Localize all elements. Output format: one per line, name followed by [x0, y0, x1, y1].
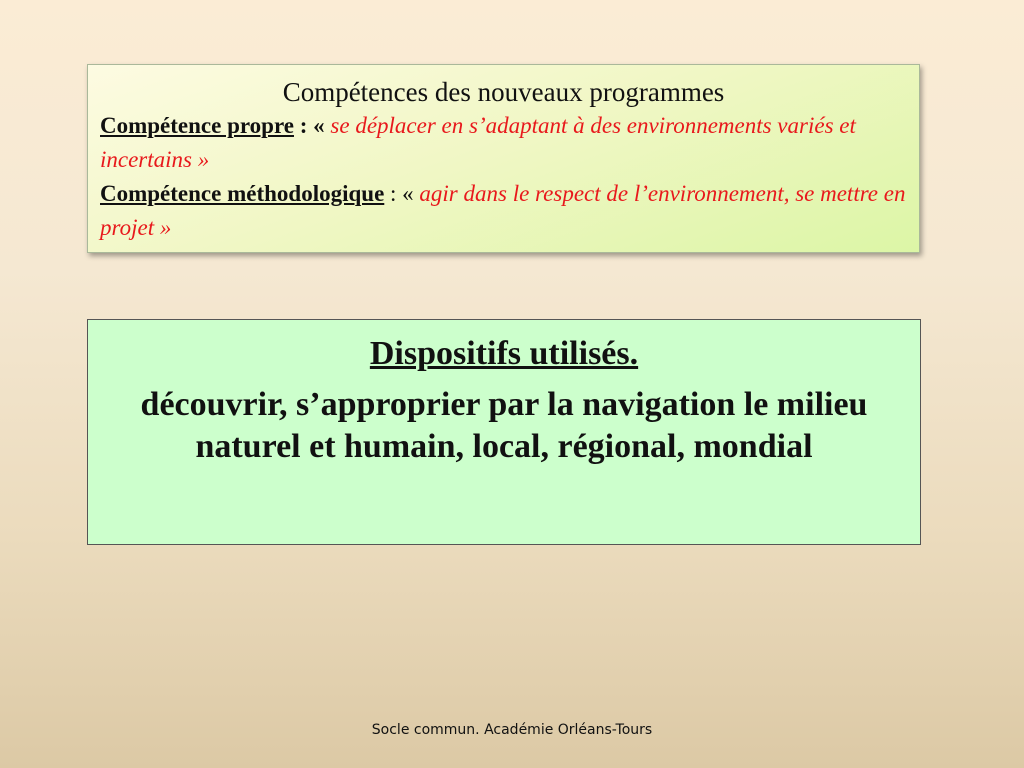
dispositifs-body: découvrir, s’approprier par la navigation le milieu naturel et humain, local, régional, mondial: [140, 386, 868, 465]
competence-methodologique-label: Compétence méthodologique: [100, 181, 385, 206]
competence-propre-label: Compétence propre: [100, 113, 294, 138]
competence-propre-paragraph: [100, 109, 907, 177]
competences-title: Compétences des nouveaux programmes: [282, 77, 725, 107]
dispositifs-heading: Dispositifs utilisés.: [369, 335, 639, 372]
competence-propre-separator: : «: [293, 113, 325, 138]
dispositifs-box: [87, 319, 921, 545]
competence-propre-text: se déplacer en s’adaptant à des environnements variés et incertains »: [100, 113, 856, 172]
competence-methodologique-paragraph: [100, 177, 907, 245]
competence-methodologique-text: agir dans le respect de l’environnement, se mettre en projet »: [100, 181, 906, 240]
competence-methodologique-separator: : «: [384, 181, 414, 206]
footer-text: Socle commun. Académie Orléans-Tours: [371, 722, 653, 738]
competences-box: [87, 64, 920, 253]
